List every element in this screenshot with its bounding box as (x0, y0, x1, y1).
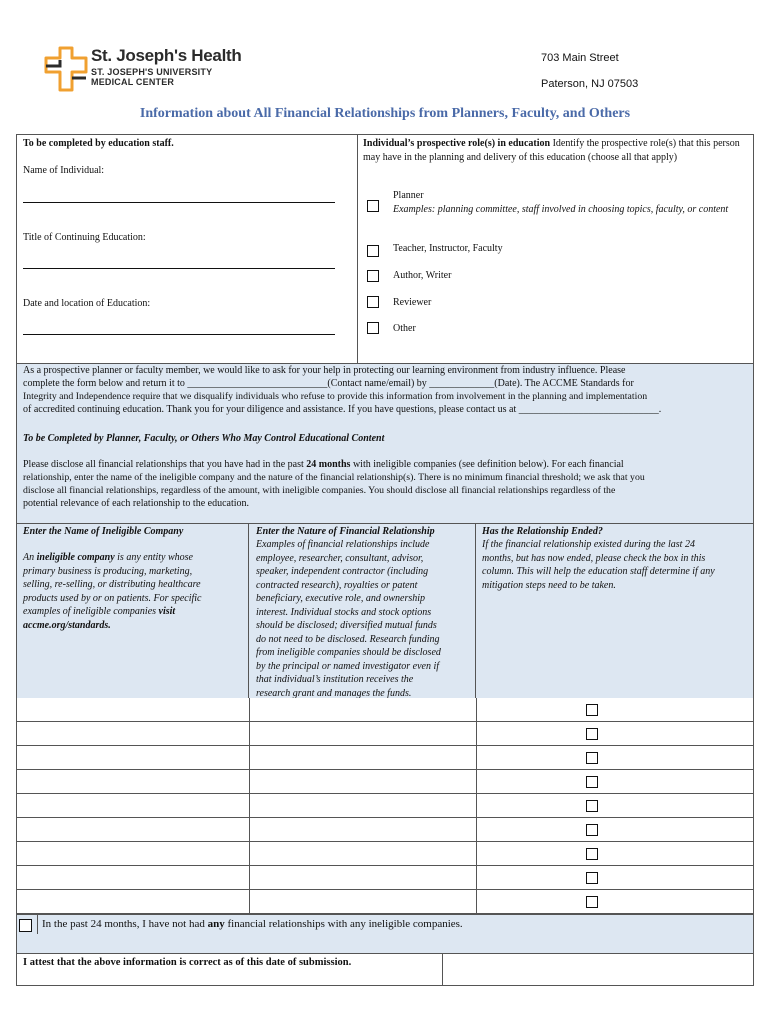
intro-line-3: Integrity and Independence require that we disqualify individuals who refuse to provide this information from involvement in the planning and implementation (23, 391, 648, 402)
company-cell[interactable] (249, 866, 250, 889)
company-cell[interactable] (249, 890, 250, 913)
disclosure-line-1-pre: Please disclose all financial relationships that you have had in the past (23, 459, 307, 470)
col2-line: from ineligible companies should be disclosed (256, 647, 441, 658)
disclosure-subheading: To be Completed by Planner, Faculty, or Others Who May Control Educational Content (23, 433, 385, 444)
ended-checkbox[interactable] (586, 752, 598, 764)
table-row (16, 794, 754, 818)
name-field[interactable] (23, 202, 335, 203)
no-rel-pre: In the past 24 months, I have not had (42, 918, 208, 930)
col1-heading: Enter the Name of Ineligible Company (23, 526, 184, 537)
disclosure-line-1 (23, 458, 624, 472)
teacher-checkbox[interactable] (367, 245, 379, 257)
col1-definition (23, 551, 243, 632)
col3-line: mitigation steps need to be taken. (482, 579, 616, 591)
table-row (16, 842, 754, 866)
col3-line: column. This will help the education staff determine if any (482, 566, 715, 577)
col2-line: contracted research), royalties or patent (256, 579, 418, 591)
col2-line: research grant and manages the funds. (256, 687, 412, 699)
col2-heading: Enter the Nature of Financial Relationship (256, 526, 435, 537)
ended-checkbox[interactable] (586, 704, 598, 716)
table-row (16, 770, 754, 794)
col3-line: If the financial relationship existed during the last 24 (482, 539, 695, 550)
logo-subtitle-1: ST. JOSEPH'S UNIVERSITY (91, 67, 213, 77)
nature-cell[interactable] (476, 842, 477, 865)
column-divider-1 (248, 523, 249, 699)
disclosure-line-4: potential relevance of each relationship to the education. (23, 498, 250, 509)
intro-line-2: complete the form below and return it to ____________________________(Contact name/email) by _____________(Date). The ACCME Standards for (23, 378, 634, 389)
title-label: Title of Continuing Education: (23, 232, 146, 243)
cross-logo-icon (44, 46, 88, 92)
col2-line: that individual’s institution receives the (256, 674, 414, 685)
company-cell[interactable] (249, 818, 250, 841)
col2-line: Examples of financial relationships include (256, 539, 430, 550)
disclosure-line-3: disclose all financial relationships, regardless of the amount, with ineligible companies. You should disclose all financial relationships regardless of the (23, 485, 616, 496)
table-row (16, 890, 754, 914)
reviewer-checkbox[interactable] (367, 296, 379, 308)
address-street: 703 Main Street (541, 52, 619, 64)
no-relationships-checkbox[interactable] (19, 919, 32, 932)
col1-pre: An (23, 552, 37, 563)
author-checkbox[interactable] (367, 270, 379, 282)
disclosure-line-2: relationship, enter the name of the ineligible company and the nature of the financial relationship(s). There is no minimum financial threshold; we ask that you (23, 472, 645, 483)
no-rel-post: financial relationships with any ineligible companies. (224, 918, 463, 930)
nature-cell[interactable] (476, 722, 477, 745)
col3-line: months, but has now ended, please check the box in this (482, 552, 706, 564)
company-cell[interactable] (249, 770, 250, 793)
planner-checkbox[interactable] (367, 200, 379, 212)
intro-line-1: As a prospective planner or faculty member, we would like to ask for your help in protecting our learning environment from industry influence. Please (23, 365, 626, 376)
ended-checkbox[interactable] (586, 800, 598, 812)
roles-heading-text: Identify the prospective role(s) that this person may have in the planning and delivery of this education (choose all that apply) (363, 138, 740, 163)
nature-cell[interactable] (476, 890, 477, 913)
table-row (16, 818, 754, 842)
disclosure-period: 24 months (306, 459, 351, 470)
section-divider (357, 134, 358, 364)
no-rel-bold: any (207, 918, 225, 930)
col1-l1: is any entity whose (114, 552, 193, 563)
title-field[interactable] (23, 268, 335, 269)
col2-line: do not need to be disclosed. Research funding (256, 633, 440, 645)
education-staff-section (16, 134, 754, 364)
column-divider-2 (475, 523, 476, 699)
col1-l4: products used by or on patients. For specific (23, 592, 202, 604)
ended-checkbox[interactable] (586, 776, 598, 788)
logo-subtitle-2: MEDICAL CENTER (91, 77, 175, 87)
intro-line-4: of accredited continuing education. Thank you for your diligence and assistance. If you have questions, please contact us at ____________________________. (23, 404, 662, 415)
table-row (16, 698, 754, 722)
col3-instructions (482, 538, 750, 592)
col2-line: employee, researcher, consultant, advisor, (256, 552, 424, 564)
col2-line: by the principal or named investigator even if (256, 660, 440, 672)
signature-field[interactable] (443, 954, 753, 985)
col2-line: beneficiary, executive role, and ownership (256, 593, 426, 604)
disclosure-line-1-post: with ineligible companies (see definition below). For each financial (350, 459, 624, 470)
reviewer-label: Reviewer (393, 297, 432, 308)
col2-line: should be disclosed; diversified mutual funds (256, 620, 437, 631)
address-city: Paterson, NJ 07503 (541, 78, 639, 90)
company-cell[interactable] (249, 746, 250, 769)
planner-label: Planner (393, 190, 424, 201)
nature-cell[interactable] (476, 746, 477, 769)
ended-checkbox[interactable] (586, 872, 598, 884)
company-cell[interactable] (249, 722, 250, 745)
teacher-label: Teacher, Instructor, Faculty (393, 243, 503, 254)
checkbox-divider (37, 914, 38, 934)
nature-cell[interactable] (476, 866, 477, 889)
roles-heading-bold: Individual’s prospective role(s) in education (363, 138, 551, 149)
nature-cell[interactable] (476, 818, 477, 841)
nature-cell[interactable] (476, 794, 477, 817)
author-label: Author, Writer (393, 270, 452, 281)
planner-example: Examples: planning committee, staff involved in choosing topics, faculty, or content (393, 204, 729, 215)
attestation-statement: I attest that the above information is correct as of this date of submission. (23, 957, 352, 968)
roles-heading (363, 137, 748, 164)
company-cell[interactable] (249, 698, 250, 721)
name-label: Name of Individual: (23, 165, 105, 176)
col2-line: speaker, independent contractor (including (256, 566, 429, 577)
col1-l2: primary business is producing, marketing, (23, 565, 193, 577)
page-title: Information about All Financial Relationships from Planners, Faculty, and Others (139, 106, 631, 121)
table-row (16, 722, 754, 746)
ended-checkbox[interactable] (586, 824, 598, 836)
ended-checkbox[interactable] (586, 848, 598, 860)
logo-name: St. Joseph's Health (91, 46, 242, 65)
table-row (16, 746, 754, 770)
date-location-label: Date and location of Education: (23, 298, 151, 309)
col1-link[interactable]: accme.org/standards. (23, 619, 111, 631)
nature-cell[interactable] (476, 770, 477, 793)
company-cell[interactable] (249, 794, 250, 817)
ended-checkbox[interactable] (586, 728, 598, 740)
col1-l3: selling, re-selling, or distributing healthcare (23, 579, 201, 590)
col3-heading: Has the Relationship Ended? (482, 526, 603, 537)
staff-heading: To be completed by education staff. (23, 138, 174, 149)
company-cell[interactable] (249, 842, 250, 865)
table-row (16, 866, 754, 890)
col2-line: interest. Individual stocks and stock options (256, 606, 432, 618)
col1-visit: visit (158, 606, 176, 617)
no-relationships-statement (42, 918, 463, 932)
col1-l5: examples of ineligible companies (23, 606, 159, 617)
other-checkbox[interactable] (367, 322, 379, 334)
col2-examples (256, 538, 472, 700)
nature-cell[interactable] (476, 698, 477, 721)
other-label: Other (393, 323, 416, 334)
col1-term: ineligible company (36, 552, 115, 563)
ended-checkbox[interactable] (586, 896, 598, 908)
organization-logo (44, 46, 244, 92)
date-location-field[interactable] (23, 334, 335, 335)
